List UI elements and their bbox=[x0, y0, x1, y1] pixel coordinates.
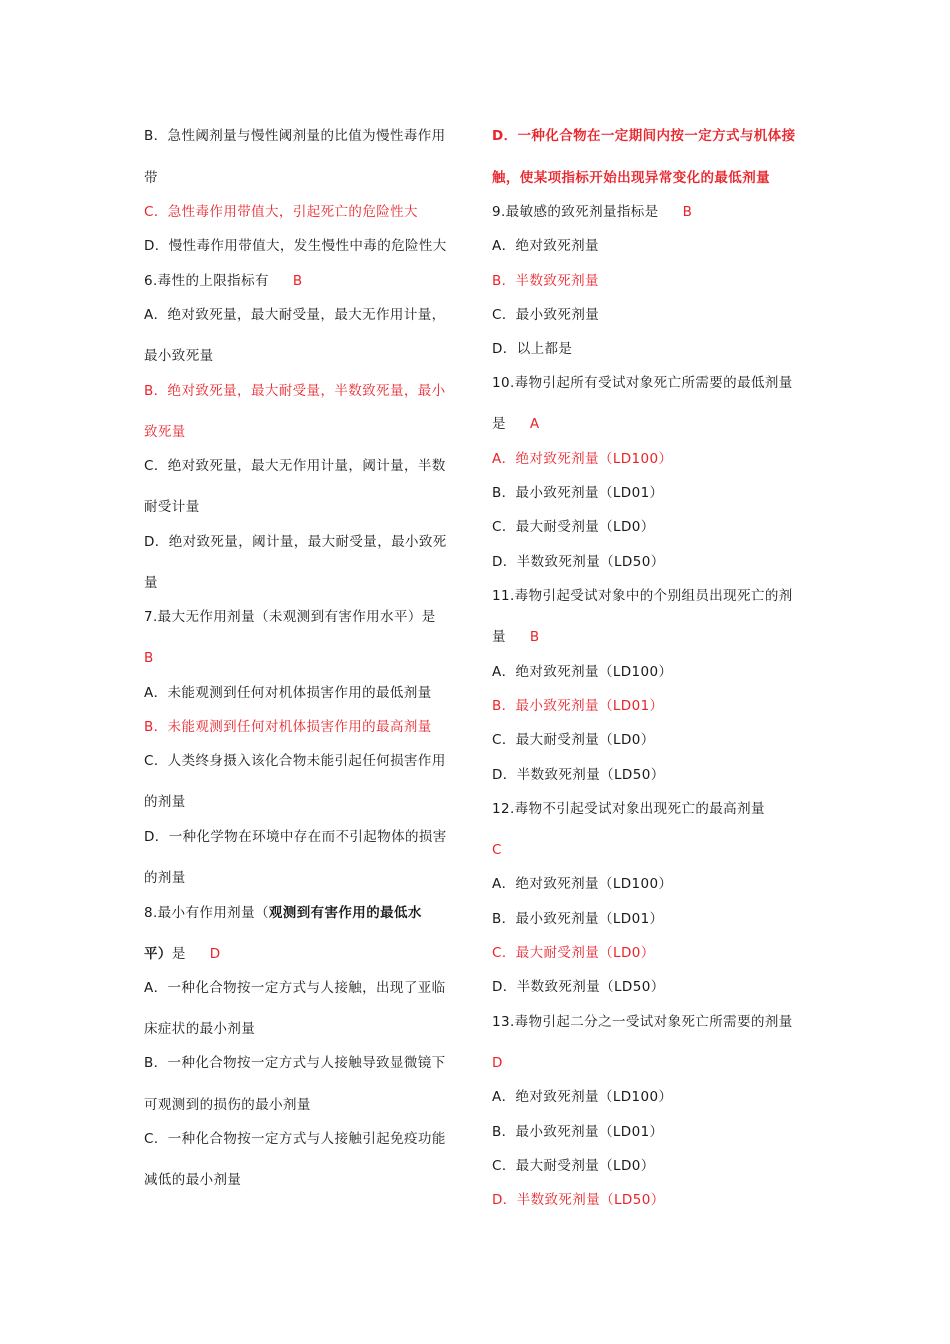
right-text-line: C．最大耐受剂量（LD0） bbox=[492, 1158, 655, 1174]
left-text-line: 的剂量 bbox=[144, 870, 186, 886]
left-text-line: 带 bbox=[144, 170, 158, 186]
right-text-line: 9.最敏感的致死剂量指标是 B bbox=[492, 204, 693, 220]
right-text-line: A．绝对致死剂量 bbox=[492, 238, 599, 254]
answer-key: B bbox=[682, 204, 693, 220]
right-text-line: 13.毒物引起二分之一受试对象死亡所需要的剂量 bbox=[492, 1014, 793, 1030]
left-text-line: C．急性毒作用带值大，引起死亡的危险性大 bbox=[144, 204, 418, 220]
right-text-line: 是 A bbox=[492, 416, 540, 432]
right-text-line: D bbox=[492, 1055, 503, 1071]
left-text-line: 平）是 D bbox=[144, 946, 221, 962]
left-text-line: C．绝对致死量，最大无作用计量，阈计量，半数 bbox=[144, 458, 446, 474]
right-text-line: A．绝对致死剂量（LD100） bbox=[492, 451, 673, 467]
right-text-line: C．最大耐受剂量（LD0） bbox=[492, 519, 655, 535]
answer-key: A bbox=[529, 416, 540, 432]
answer-key: B bbox=[529, 629, 540, 645]
left-text-line: B．绝对致死量，最大耐受量，半数致死量，最小 bbox=[144, 383, 446, 399]
right-text-line: C．最小致死剂量 bbox=[492, 307, 600, 323]
left-text-line: B．未能观测到任何对机体损害作用的最高剂量 bbox=[144, 719, 432, 735]
left-text-line: 减低的最小剂量 bbox=[144, 1172, 242, 1188]
right-text-line: B．最小致死剂量（LD01） bbox=[492, 911, 664, 927]
right-text-line: B．最小致死剂量（LD01） bbox=[492, 698, 664, 714]
right-text-line: 量 B bbox=[492, 629, 540, 645]
bold-text: 平） bbox=[144, 946, 172, 962]
right-text-line: C bbox=[492, 842, 502, 858]
left-text-line: A．一种化合物按一定方式与人接触，出现了亚临 bbox=[144, 980, 446, 996]
left-text-line: 可观测到的损伤的最小剂量 bbox=[144, 1097, 311, 1113]
left-text-line: C．人类终身摄入该化合物未能引起任何损害作用 bbox=[144, 753, 446, 769]
left-text-line: D．绝对致死量，阈计量，最大耐受量，最小致死 bbox=[144, 534, 447, 550]
left-text-line: 7.最大无作用剂量（未观测到有害作用水平）是 bbox=[144, 609, 436, 625]
right-text-line: D．以上都是 bbox=[492, 341, 573, 357]
right-text-line: A．绝对致死剂量（LD100） bbox=[492, 876, 673, 892]
right-text-line: B．最小致死剂量（LD01） bbox=[492, 1124, 664, 1140]
left-text-line: D．一种化学物在环境中存在而不引起物体的损害 bbox=[144, 829, 447, 845]
left-text-line: 床症状的最小剂量 bbox=[144, 1021, 256, 1037]
right-text-line: D．一种化合物在一定期间内按一定方式与机体接 bbox=[492, 128, 796, 144]
left-text-line: A．绝对致死量，最大耐受量，最大无作用计量， bbox=[144, 307, 446, 323]
right-text-line: D．半数致死剂量（LD50） bbox=[492, 979, 665, 995]
right-text-line: C．最大耐受剂量（LD0） bbox=[492, 945, 655, 961]
right-text-line: 11.毒物引起受试对象中的个别组员出现死亡的剂 bbox=[492, 588, 793, 604]
left-text-line: 致死量 bbox=[144, 424, 186, 440]
left-text-line: 8.最小有作用剂量（观测到有害作用的最低水 bbox=[144, 905, 422, 921]
left-text-line: B．一种化合物按一定方式与人接触导致显微镜下 bbox=[144, 1055, 446, 1071]
right-text-line: D．半数致死剂量（LD50） bbox=[492, 767, 665, 783]
left-text-line: 最小致死量 bbox=[144, 348, 214, 364]
right-text-line: 10.毒物引起所有受试对象死亡所需要的最低剂量 bbox=[492, 375, 793, 391]
left-text-line: B bbox=[144, 650, 154, 666]
right-text-line: B．最小致死剂量（LD01） bbox=[492, 485, 664, 501]
right-text-line: A．绝对致死剂量（LD100） bbox=[492, 664, 673, 680]
right-text-line: C．最大耐受剂量（LD0） bbox=[492, 732, 655, 748]
right-text-line: A．绝对致死剂量（LD100） bbox=[492, 1089, 673, 1105]
left-text-line: 6.毒性的上限指标有 B bbox=[144, 273, 303, 289]
right-text-line: 触，使某项指标开始出现异常变化的最低剂量 bbox=[492, 170, 770, 186]
left-text-line: 量 bbox=[144, 575, 158, 591]
right-text-line: B．半数致死剂量 bbox=[492, 273, 599, 289]
left-text-line: A．未能观测到任何对机体损害作用的最低剂量 bbox=[144, 685, 432, 701]
right-text-line: D．半数致死剂量（LD50） bbox=[492, 1192, 665, 1208]
answer-key: D bbox=[209, 946, 221, 962]
left-text-line: 耐受计量 bbox=[144, 499, 200, 515]
left-text-line: 的剂量 bbox=[144, 794, 186, 810]
bold-text: 观测到有害作用的最低水 bbox=[268, 905, 422, 921]
answer-key: B bbox=[292, 273, 303, 289]
left-text-line: C．一种化合物按一定方式与人接触引起免疫功能 bbox=[144, 1131, 446, 1147]
left-text-line: B．急性阈剂量与慢性阈剂量的比值为慢性毒作用 bbox=[144, 128, 446, 144]
right-text-line: D．半数致死剂量（LD50） bbox=[492, 554, 665, 570]
left-text-line: D．慢性毒作用带值大，发生慢性中毒的危险性大 bbox=[144, 238, 447, 254]
right-text-line: 12.毒物不引起受试对象出现死亡的最高剂量 bbox=[492, 801, 765, 817]
